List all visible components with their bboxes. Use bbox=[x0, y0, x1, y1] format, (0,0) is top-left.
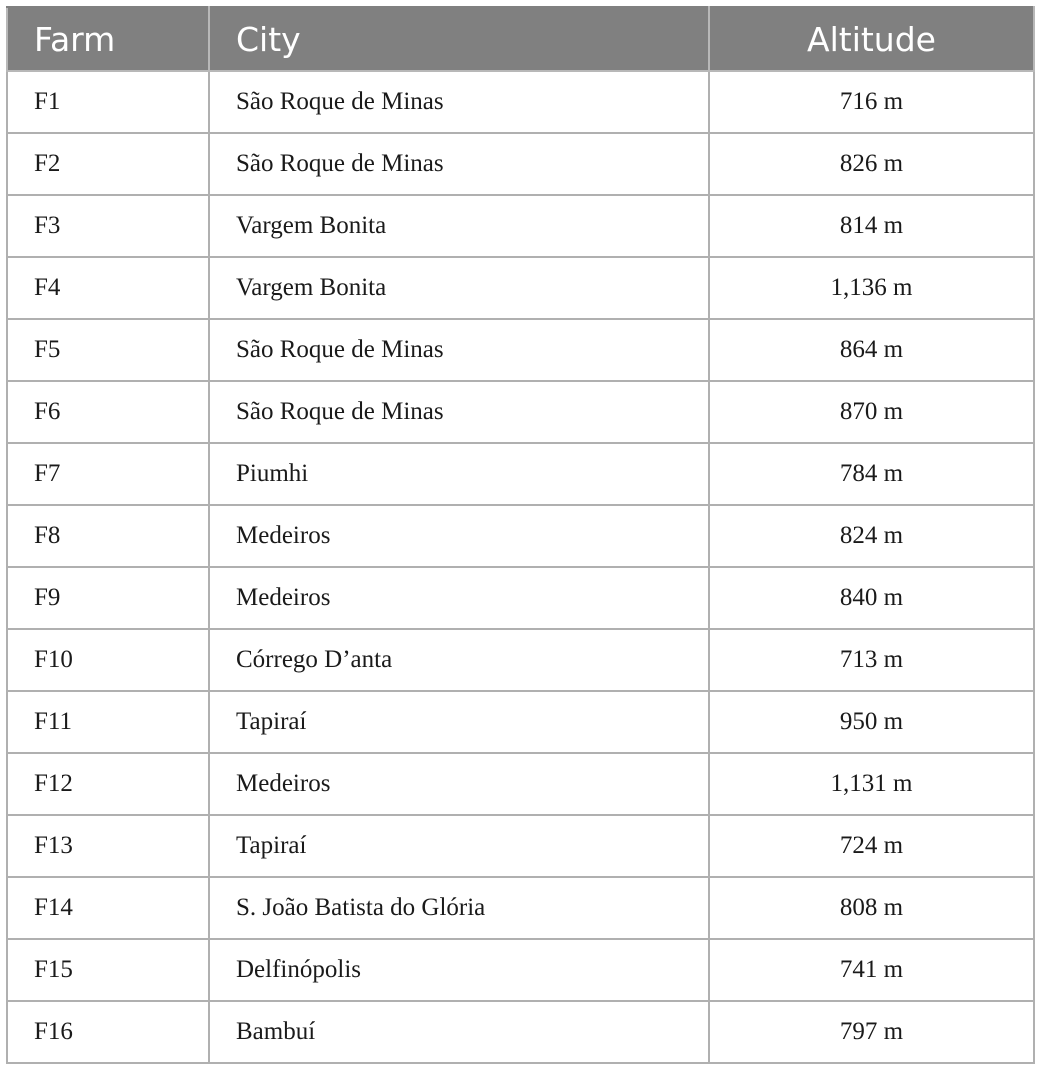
cell-city: Medeiros bbox=[209, 505, 709, 567]
cell-altitude: 826 m bbox=[709, 133, 1034, 195]
table-row bbox=[7, 133, 1034, 195]
cell-farm: F10 bbox=[7, 629, 209, 691]
cell-altitude: 713 m bbox=[709, 629, 1034, 691]
cell-farm: F7 bbox=[7, 443, 209, 505]
header-city: City bbox=[209, 7, 709, 71]
farm-altitude-table bbox=[6, 6, 1035, 1064]
table-header bbox=[7, 7, 1034, 71]
cell-farm: F13 bbox=[7, 815, 209, 877]
header-row bbox=[7, 7, 1034, 71]
cell-altitude: 724 m bbox=[709, 815, 1034, 877]
cell-altitude: 1,131 m bbox=[709, 753, 1034, 815]
table-body bbox=[7, 71, 1034, 1063]
cell-altitude: 824 m bbox=[709, 505, 1034, 567]
table-row bbox=[7, 381, 1034, 443]
cell-farm: F1 bbox=[7, 71, 209, 133]
table-row bbox=[7, 567, 1034, 629]
cell-city: Bambuí bbox=[209, 1001, 709, 1063]
header-farm: Farm bbox=[7, 7, 209, 71]
cell-altitude: 840 m bbox=[709, 567, 1034, 629]
table-row bbox=[7, 257, 1034, 319]
cell-altitude: 808 m bbox=[709, 877, 1034, 939]
cell-altitude: 741 m bbox=[709, 939, 1034, 1001]
cell-city: Tapiraí bbox=[209, 691, 709, 753]
cell-farm: F12 bbox=[7, 753, 209, 815]
cell-farm: F11 bbox=[7, 691, 209, 753]
cell-city: Medeiros bbox=[209, 567, 709, 629]
cell-city: Piumhi bbox=[209, 443, 709, 505]
table-row bbox=[7, 691, 1034, 753]
cell-altitude: 797 m bbox=[709, 1001, 1034, 1063]
cell-city: S. João Batista do Glória bbox=[209, 877, 709, 939]
table-row bbox=[7, 753, 1034, 815]
header-altitude: Altitude bbox=[709, 7, 1034, 71]
cell-city: São Roque de Minas bbox=[209, 381, 709, 443]
table-row bbox=[7, 629, 1034, 691]
table-row bbox=[7, 71, 1034, 133]
table-row bbox=[7, 195, 1034, 257]
cell-altitude: 716 m bbox=[709, 71, 1034, 133]
table-row bbox=[7, 319, 1034, 381]
cell-city: São Roque de Minas bbox=[209, 71, 709, 133]
cell-farm: F3 bbox=[7, 195, 209, 257]
cell-farm: F16 bbox=[7, 1001, 209, 1063]
cell-farm: F9 bbox=[7, 567, 209, 629]
cell-altitude: 870 m bbox=[709, 381, 1034, 443]
cell-city: Delfinópolis bbox=[209, 939, 709, 1001]
cell-farm: F5 bbox=[7, 319, 209, 381]
cell-farm: F4 bbox=[7, 257, 209, 319]
cell-altitude: 1,136 m bbox=[709, 257, 1034, 319]
cell-city: Córrego D’anta bbox=[209, 629, 709, 691]
cell-city: Vargem Bonita bbox=[209, 257, 709, 319]
cell-city: São Roque de Minas bbox=[209, 133, 709, 195]
cell-farm: F2 bbox=[7, 133, 209, 195]
cell-farm: F6 bbox=[7, 381, 209, 443]
cell-farm: F8 bbox=[7, 505, 209, 567]
cell-city: São Roque de Minas bbox=[209, 319, 709, 381]
cell-city: Tapiraí bbox=[209, 815, 709, 877]
table-row bbox=[7, 505, 1034, 567]
cell-altitude: 814 m bbox=[709, 195, 1034, 257]
table-row bbox=[7, 443, 1034, 505]
cell-altitude: 784 m bbox=[709, 443, 1034, 505]
cell-altitude: 864 m bbox=[709, 319, 1034, 381]
cell-city: Vargem Bonita bbox=[209, 195, 709, 257]
cell-farm: F14 bbox=[7, 877, 209, 939]
table-row bbox=[7, 1001, 1034, 1063]
table-row bbox=[7, 815, 1034, 877]
table-row bbox=[7, 877, 1034, 939]
farm-altitude-table-container bbox=[6, 6, 1033, 1064]
cell-farm: F15 bbox=[7, 939, 209, 1001]
table-row bbox=[7, 939, 1034, 1001]
cell-city: Medeiros bbox=[209, 753, 709, 815]
cell-altitude: 950 m bbox=[709, 691, 1034, 753]
